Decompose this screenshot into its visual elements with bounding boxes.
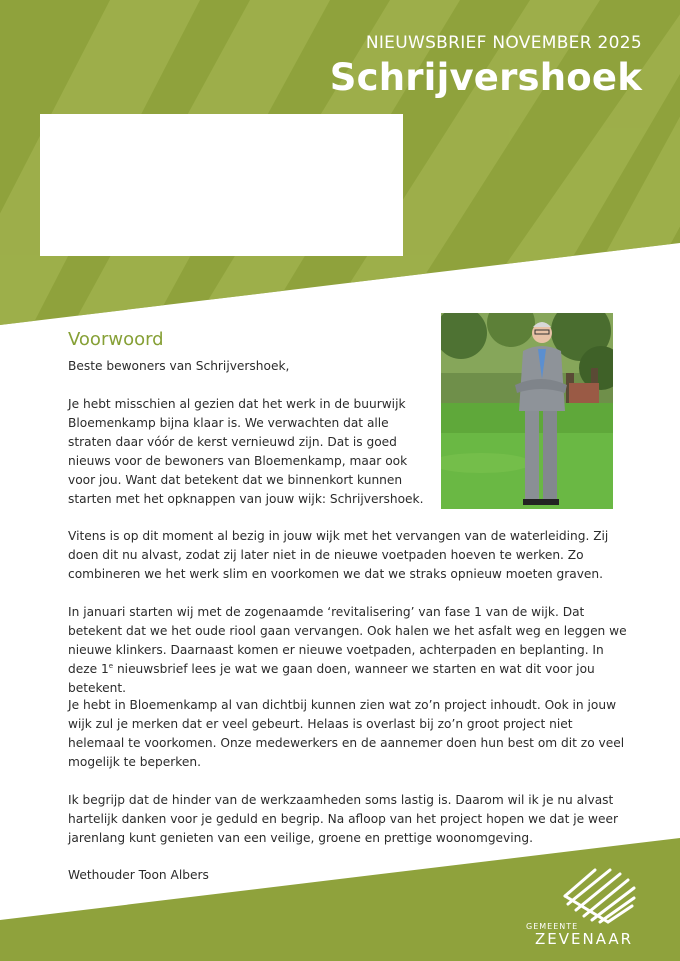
letter-paragraph-5: Ik begrijp dat de hinder van de werkzaamheden soms lastig is. Daarom wil ik je nu alvast hartelijk danken voor je geduld en begrip. Na afloop van het project hopen we dat je weer jarenlang kunt genieten van een veilige, groene en prettige woonomgeving.: [68, 793, 619, 845]
letter-paragraph-1: Je hebt misschien al gezien dat het werk in de buurwijk Bloemenkamp bijna klaar is. We verwachten dat alle straten daar vóór de kerst vernieuwd zijn. Dat is goed nieuws voor de bewoners van Bloemenkamp, maar ook voor jou. Want dat betekent dat we binnenkort kunnen starten met het opknappen van jouw wijk: Schrijvershoek.: [68, 397, 424, 506]
paragraph-3-part-b: nieuwsbrief lees je wat we gaan doen, wanneer we starten en wat dit voor jou betekent.: [68, 662, 595, 695]
letter-paragraph-2: Vitens is op dit moment al bezig in jouw wijk met het vervangen van de waterleiding. Zij doen dit nu alvast, zodat zij later niet in de nieuwe voetpaden hoeven te werken. Zo combineren we het werk slim en voorkomen we dat we straks opnieuw moeten graven.: [68, 529, 609, 581]
logo-zevenaar-text: ZEVENAAR: [535, 930, 634, 948]
paragraph-3-part-a: In januari starten wij met de zogenaamde ‘revitalisering’ van fase 1 van de wijk. Dat betekent dat we het oude riool gaan vervangen. Ook halen we het asfalt weg en leggen we nieuwe klinkers. Daarnaast komen er nieuwe voetpaden, achterpaden en beplanting. In deze 1: [68, 605, 627, 676]
letter-signature: Wethouder Toon Albers: [68, 868, 209, 882]
ordinal-superscript: e: [108, 661, 114, 670]
letter-paragraph-3: [68, 603, 628, 698]
address-window: [40, 114, 403, 256]
letter-salutation: Beste bewoners van Schrijvershoek,: [68, 359, 290, 373]
logo-gemeente-text: GEMEENTE: [526, 922, 579, 931]
section-heading: Voorwoord: [68, 329, 164, 350]
page-title: Schrijvershoek: [329, 56, 642, 99]
letter-paragraph-4: Je hebt in Bloemenkamp al van dichtbij kunnen zien wat zo’n project inhoudt. Ook in jouw wijk zul je merken dat er veel gebeurt. Helaas is overlast bij zo’n groot project niet helemaal te voorkomen. Onze medewerkers en de aannemer doen hun best om dit zo veel mogelijk te beperken.: [68, 698, 625, 769]
portrait-photo: [441, 313, 613, 509]
newsletter-kicker: NIEUWSBRIEF NOVEMBER 2025: [365, 33, 642, 53]
